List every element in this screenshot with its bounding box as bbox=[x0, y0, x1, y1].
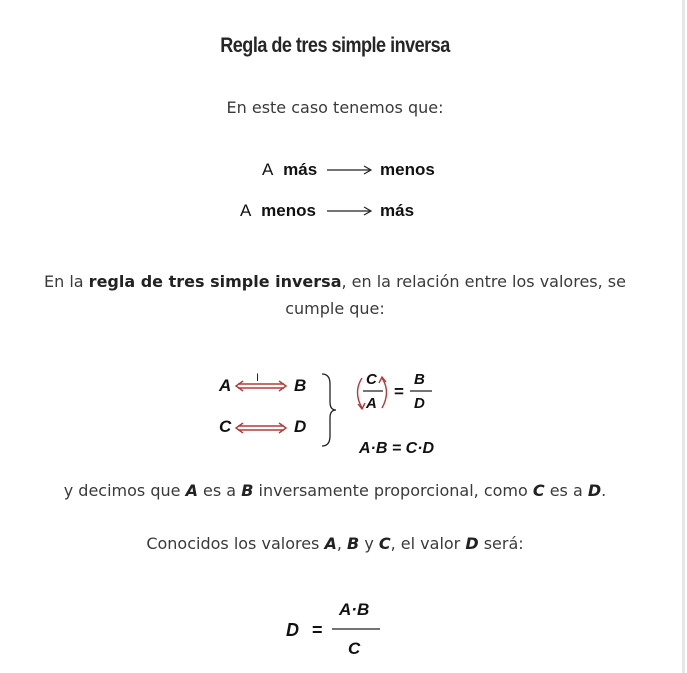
relation-2-left-word: menos bbox=[261, 201, 316, 220]
page-title: Regla de tres simple inversa bbox=[220, 34, 450, 57]
relation-1-arrow-icon bbox=[326, 163, 376, 177]
diagram-row1-double-arrow-icon bbox=[236, 381, 286, 391]
diagram-frac1-denominator: A bbox=[366, 395, 377, 412]
known-part-3: y bbox=[359, 534, 379, 553]
statement-var-b: B bbox=[241, 481, 254, 500]
diagram-row2-right: D bbox=[294, 417, 307, 436]
statement-part-1: y decimos que bbox=[63, 481, 186, 500]
known-part-1: Conocidos los valores bbox=[146, 534, 325, 553]
diagram-row2-left: C bbox=[219, 417, 232, 436]
relation-1-right bbox=[380, 160, 435, 180]
statement-var-d: D bbox=[587, 481, 602, 500]
statement-part-5: . bbox=[601, 481, 607, 500]
statement-var-c: C bbox=[532, 481, 545, 500]
known-var-a: A bbox=[324, 534, 337, 553]
relation-2-var: A bbox=[240, 201, 251, 220]
relation-2-right bbox=[380, 201, 414, 221]
diagram-frac2-numerator: B bbox=[414, 371, 425, 388]
inverse-text-bold: regla de tres simple inversa bbox=[88, 272, 342, 291]
proportionality-statement bbox=[18, 477, 652, 504]
formula-equals: = bbox=[312, 620, 323, 640]
statement-part-2: es a bbox=[197, 481, 242, 500]
diagram-equals: = bbox=[394, 382, 404, 401]
diagram-row2-double-arrow-icon bbox=[236, 423, 286, 433]
known-var-d: D bbox=[465, 534, 479, 553]
intro-text: En este caso tenemos que: bbox=[226, 98, 444, 117]
relation-1-left-word: más bbox=[283, 160, 318, 179]
inverse-proportion-diagram bbox=[210, 360, 460, 465]
formula-lhs: D bbox=[286, 620, 299, 640]
relation-1-var: A bbox=[262, 160, 273, 179]
formula-numerator: A·B bbox=[339, 600, 370, 619]
diagram-row1-left: A bbox=[219, 376, 232, 395]
known-part-2: , bbox=[336, 534, 348, 553]
inverse-rule-text bbox=[18, 268, 652, 322]
diagram-row1-right: B bbox=[294, 376, 307, 395]
statement-part-3: inversamente proporcional, como bbox=[253, 481, 533, 500]
known-var-c: C bbox=[378, 534, 391, 553]
formula-denominator: C bbox=[348, 639, 361, 658]
diagram-frac2-denominator: D bbox=[414, 395, 425, 412]
relation-row-2 bbox=[240, 201, 316, 221]
relation-1-right-word: menos bbox=[380, 160, 435, 179]
diagram-frac1-numerator: C bbox=[366, 371, 377, 388]
diagram-brace-icon bbox=[322, 374, 336, 446]
result-formula bbox=[280, 592, 400, 664]
known-var-b: B bbox=[347, 534, 360, 553]
relation-row-1 bbox=[262, 160, 317, 180]
diagram-arrow-mark: I bbox=[256, 372, 260, 384]
inverse-text-after: , en la relación entre los valores, se cumple que: bbox=[285, 272, 626, 318]
known-part-5: será: bbox=[478, 534, 524, 553]
known-values-text bbox=[18, 530, 652, 557]
statement-var-a: A bbox=[185, 481, 198, 500]
known-part-4: , el valor bbox=[390, 534, 466, 553]
page-right-border bbox=[682, 0, 685, 673]
relation-2-right-word: más bbox=[380, 201, 415, 220]
relation-2-arrow-icon bbox=[326, 204, 376, 218]
inverse-text-before: En la bbox=[44, 272, 89, 291]
statement-part-4: es a bbox=[544, 481, 588, 500]
diagram-product-equation: A·B = C·D bbox=[359, 440, 435, 457]
